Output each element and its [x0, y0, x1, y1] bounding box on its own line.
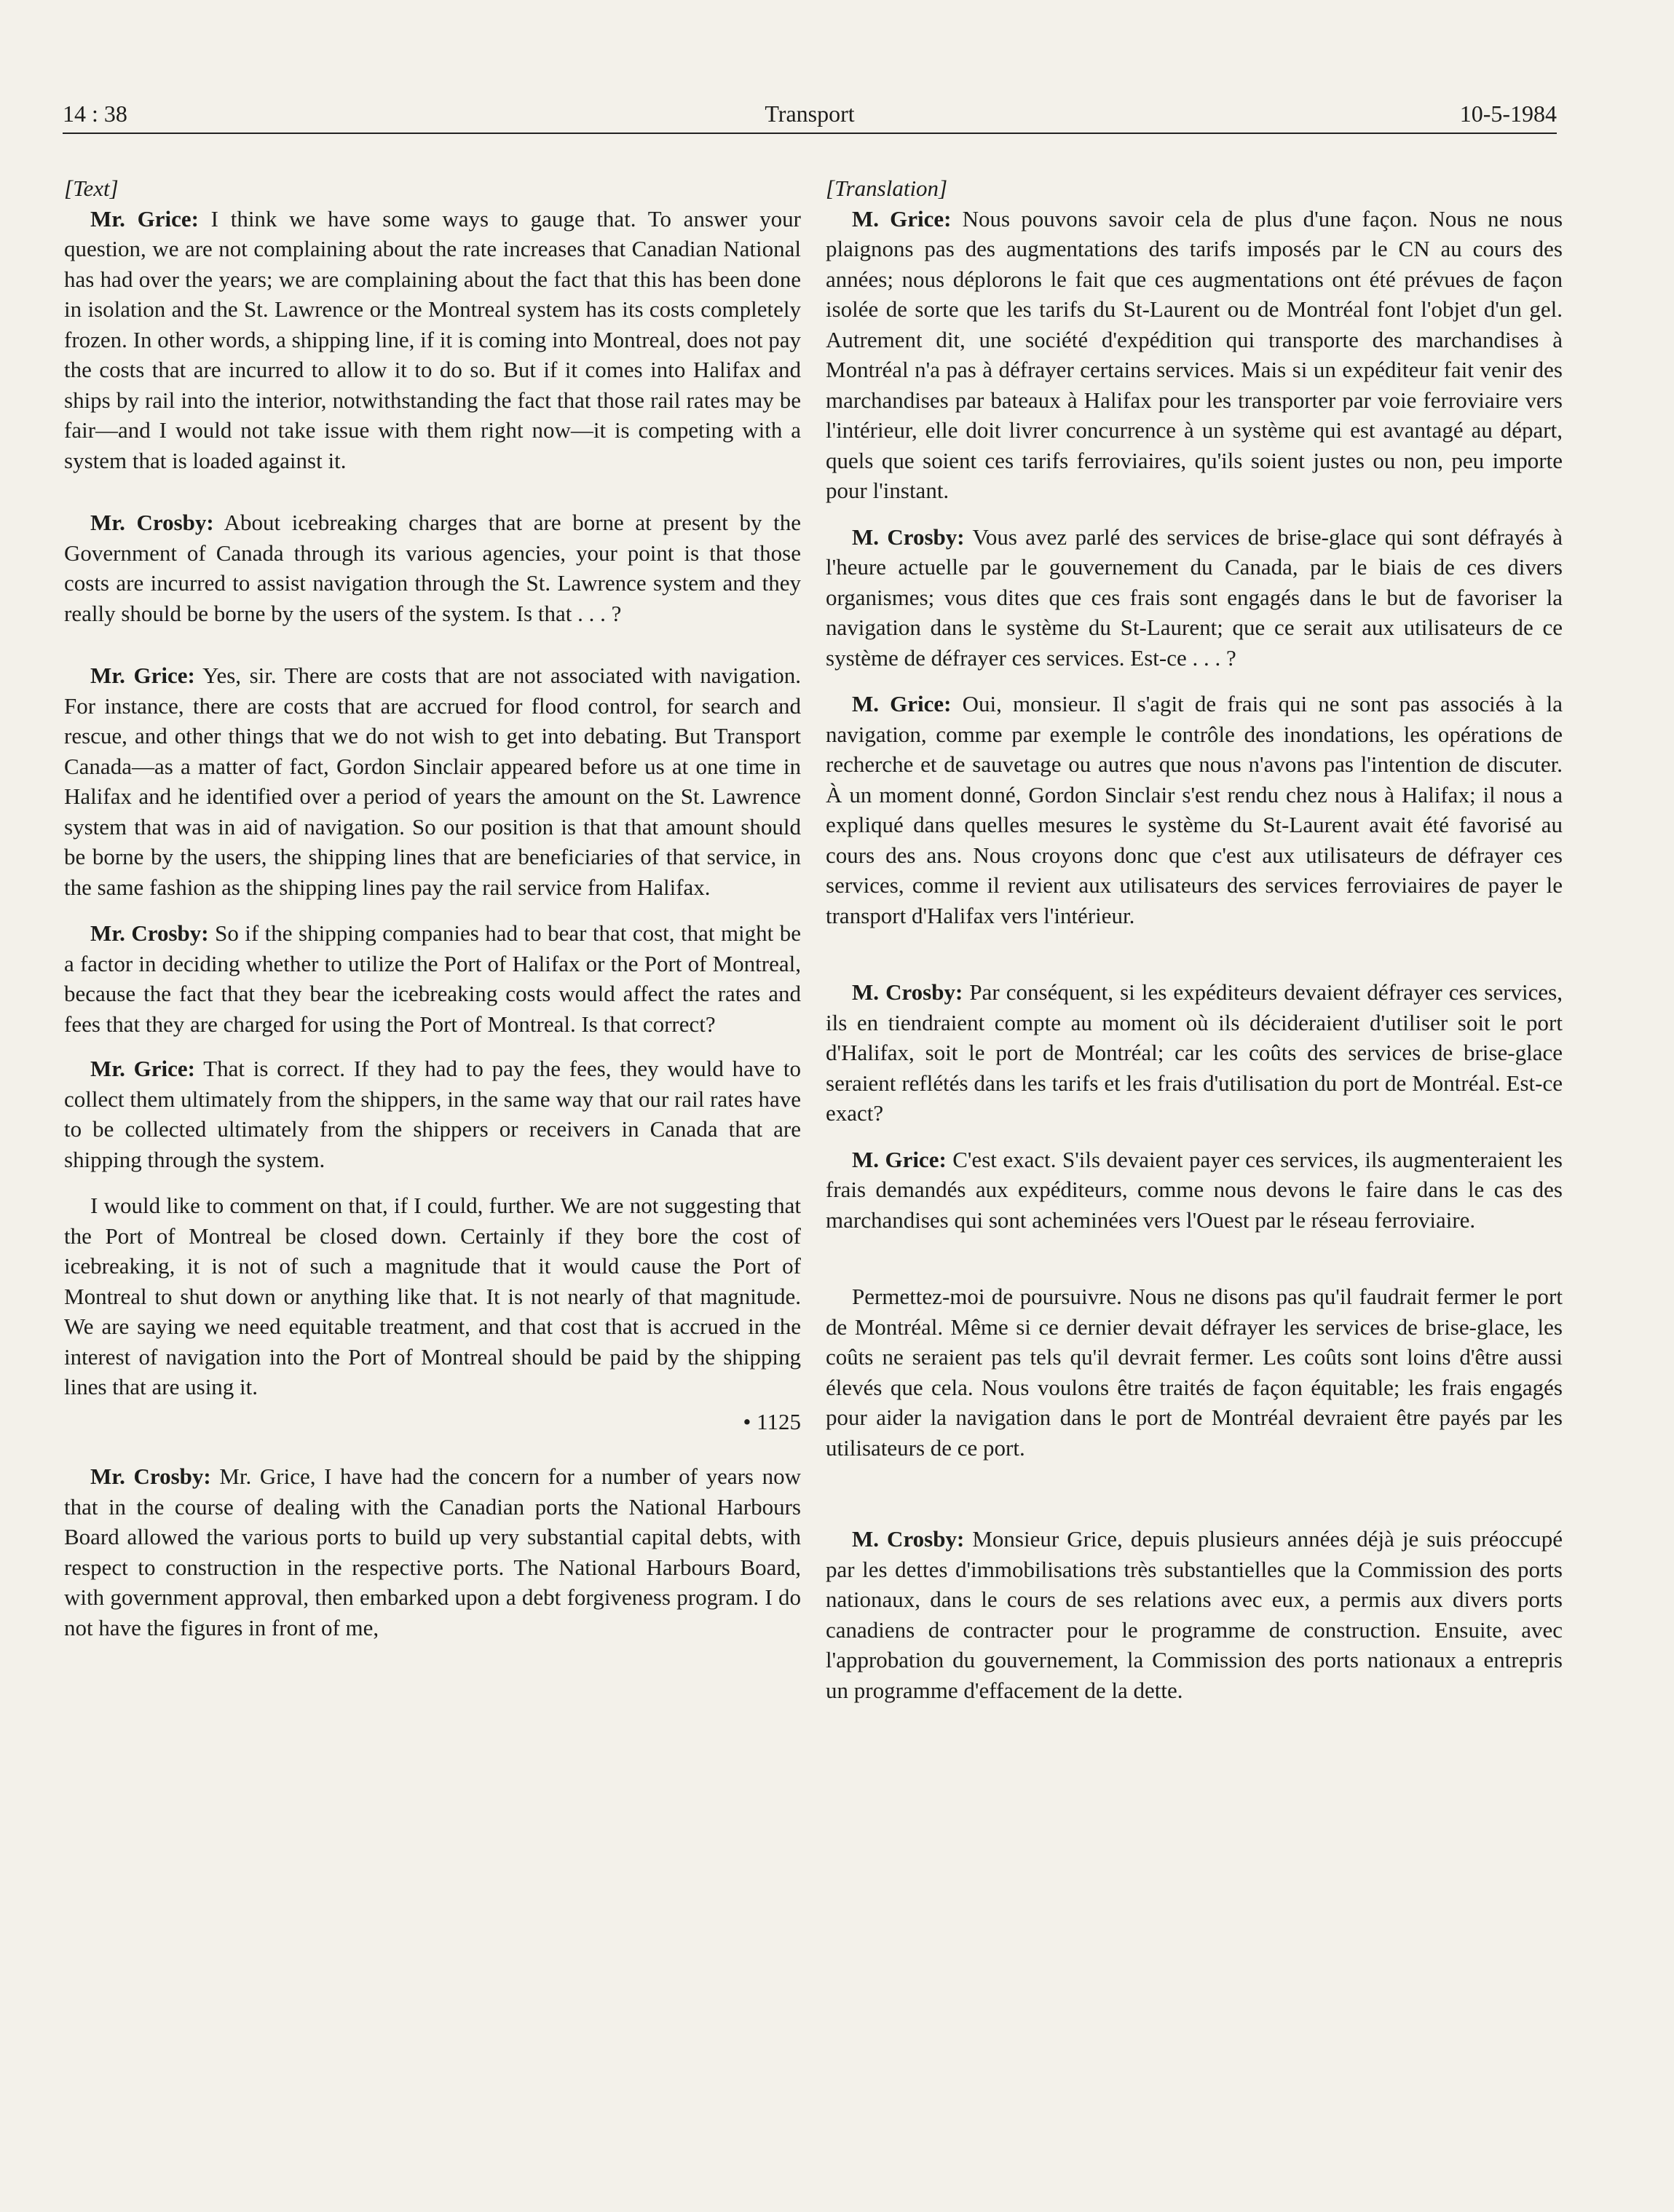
paragraph: [64, 507, 801, 628]
speaker: M. Crosby:: [852, 979, 963, 1005]
speech: Nous pouvons savoir cela de plus d'une façon. Nous ne nous plaignons pas des augmentations des tarifs imposés par le CN au cours des années; nous déplorons le fait que ces augmentations ont été prévues de façon isolée de sorte que les tarifs du St-Laurent ou de Montréal font l'objet d'un gel. Autrement dit, une société d'expédition qui transporte des marchandises à Montréal n'a pas à défrayer certains services. Mais si un expéditeur fait venir des marchandises par bateaux à Halifax pour les transporter par voie ferroviaire vers l'intérieur, elle doit livrer concurrence à un système qui est avantagé au départ, quels que soient ces tarifs ferroviaires, qu'ils soient justes ou non, peu importe pour l'instant.: [826, 205, 1563, 503]
speaker: Mr. Grice:: [90, 1056, 196, 1081]
speech: About icebreaking charges that are borne at present by the Government of Canada through its various agencies, your point is that those costs are incurred to assist navigation through the St. Lawrence system and they really should be borne by the users of the system. Is that . . . ?: [64, 510, 801, 626]
speech: That is correct. If they had to pay the fees, they would have to collect them ultimately from the shippers, in the same way that our rail rates have to be collected ultimately from the shippers or receivers in Canada that are shipping through the system.: [64, 1056, 801, 1172]
translation-tag: [Translation]: [826, 175, 948, 201]
paragraph: [826, 204, 1563, 506]
paragraph: [826, 522, 1563, 674]
speech: C'est exact. S'ils devaient payer ces services, ils augmenteraient les frais demandés aux expéditeurs, comme nous devons le faire dans le cas des marchandises qui sont acheminées vers l'Ouest par le réseau ferroviaire.: [826, 1146, 1563, 1233]
speaker: Mr. Crosby:: [90, 1464, 211, 1489]
speaker: Mr. Grice:: [90, 663, 195, 688]
page-number: 14 : 38: [63, 100, 127, 127]
french-column: [826, 173, 1563, 1705]
paragraph: [64, 918, 801, 1039]
page-header: [63, 100, 1557, 135]
speaker: Mr. Grice:: [90, 205, 199, 232]
page-title: Transport: [765, 100, 855, 127]
paragraph: [826, 1524, 1563, 1705]
header-rule: [63, 133, 1557, 134]
paragraph: [64, 204, 801, 476]
paragraph: [826, 977, 1563, 1129]
english-column: [64, 173, 801, 1643]
paragraph: [826, 1281, 1563, 1463]
speaker: M. Crosby:: [852, 524, 965, 550]
speech: I think we have some ways to gauge that. To answer your question, we are not complaining about the rate increases that Canadian National has had over the years; we are complaining about the fact that this has been done in isolation and the St. Lawrence or the Montreal system has its costs completely frozen. In other words, a shipping line, if it is coming into Montreal, does not pay the costs that are incurred to allow it to do so. But if it comes into Halifax and ships by rail into the interior, notwithstanding the fact that those rail rates may be fair—and I would not take issue with them right now—it is competing with a system that is loaded against it.: [64, 205, 802, 473]
speech: Vous avez parlé des services de brise-glace qui sont défrayés à l'heure actuelle par le gouvernement du Canada, par le biais de ces divers organismes; vous dites que ces frais sont engagés dans le but de favoriser la navigation dans le système du St-Laurent; que ce serait aux utilisateurs de ce système de défrayer ces services. Est-ce . . . ?: [826, 524, 1563, 671]
speech: Par conséquent, si les expéditeurs devaient défrayer ces services, ils en tiendraient compte au moment où ils décideraient d'utiliser soit le port d'Halifax, soit le port de Montréal; car les coûts des services de brise-glace seraient reflétés dans les tarifs et les frais d'utilisation du port de Montréal. Est-ce exact?: [826, 979, 1563, 1126]
text-tag: [Text]: [64, 175, 119, 201]
speaker: M. Crosby:: [852, 1526, 965, 1552]
speech: Oui, monsieur. Il s'agit de frais qui ne sont pas associés à la navigation, comme par exemple le contrôle des inondations, les opérations de recherche et de sauvetage ou autres que nous n'avons pas l'intention de discuter. À un moment donné, Gordon Sinclair s'est rendu chez nous à Halifax; il nous a expliqué dans quelles mesures le système du St-Laurent avait été favorisé au cours des ans. Nous croyons donc que c'est aux utilisateurs de défrayer ces services, comme il revient aux utilisateurs des services ferroviaires de payer le transport d'Halifax vers l'intérieur.: [826, 691, 1563, 928]
paragraph: [64, 1054, 801, 1174]
speech: Permettez-moi de poursuivre. Nous ne disons pas qu'il faudrait fermer le port de Montréal. Même si ce dernier devait défrayer les services de brise-glace, les coûts ne seraient pas tels qu'il devrait fermer. Les coûts sont loins d'être aussi élevés que cela. Nous voulons être traités de façon équitable; les frais engagés pour aider la navigation dans le port de Montréal devraient être payés par les utilisateurs de ce port.: [826, 1284, 1563, 1461]
speech: I would like to comment on that, if I could, further. We are not suggesting that the Port of Montreal be closed down. Certainly if they bore the cost of icebreaking, it is not of such a magnitude that it would cause the Port of Montreal to shut down or anything like that. It is not nearly of that magnitude. We are saying we need equitable treatment, and that cost that is accrued in the interest of navigation into the Port of Montreal should be paid by the shipping lines that are using it.: [64, 1193, 801, 1399]
speech: Mr. Grice, I have had the concern for a number of years now that in the course of dealing with the Canadian ports the National Harbours Board allowed the various ports to build up very substantial capital debts, with respect to construction in the respective ports. The National Harbours Board, with government approval, then embarked upon a debt forgiveness program. I do not have the figures in front of me,: [64, 1464, 801, 1640]
paragraph: [826, 689, 1563, 931]
paragraph: [64, 660, 801, 902]
paragraph: [826, 1145, 1563, 1236]
speaker: M. Grice:: [852, 1146, 947, 1172]
time-marker: • 1125: [743, 1408, 801, 1434]
paragraph: [64, 1461, 801, 1643]
speaker: M. Grice:: [852, 205, 952, 232]
speech: Monsieur Grice, depuis plusieurs années déjà je suis préoccupé par les dettes d'immobilisations très substantielles que la Commission des ports nationaux, dans le cours de ses relations avec eux, a permis aux divers ports canadiens de contracter pour le programme de construction. Ensuite, avec l'approbation du gouvernement, la Commission des ports nationaux a entrepris un programme d'effacement de la dette.: [826, 1526, 1563, 1703]
speech: So if the shipping companies had to bear that cost, that might be a factor in deciding whether to utilize the Port of Halifax or the Port of Montreal, because the fact that they bear the icebreaking costs would affect the rates and fees that they are charged for using the Port of Montreal. Is that correct?: [64, 920, 802, 1037]
speaker: M. Grice:: [852, 691, 952, 716]
speech: Yes, sir. There are costs that are not associated with navigation. For instance, there are costs that are accrued for flood control, for search and rescue, and other things that we do not wish to get into debating. But Transport Canada—as a matter of fact, Gordon Sinclair appeared before us at one time in Halifax and he identified over a period of years the amount on the St. Lawrence system that was in aid of navigation. So our position is that that amount should be borne by the users, the shipping lines that are beneficiaries of that service, in the same fashion as the shipping lines pay the rail service from Halifax.: [64, 663, 802, 900]
paragraph: [64, 1190, 801, 1402]
page-date: 10-5-1984: [1459, 100, 1557, 127]
speaker: Mr. Crosby:: [90, 510, 214, 535]
speaker: Mr. Crosby:: [90, 920, 209, 946]
